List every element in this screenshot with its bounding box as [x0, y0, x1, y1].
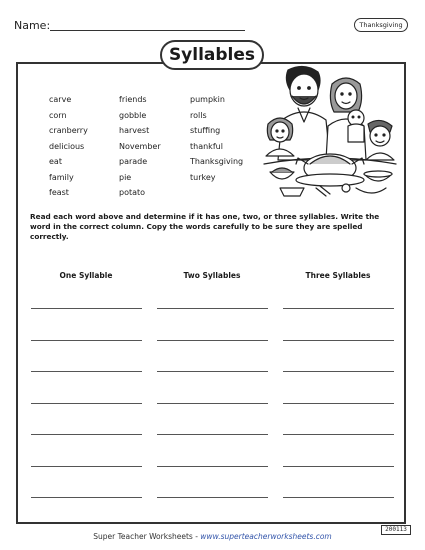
answer-line[interactable] [283, 371, 394, 372]
word-bank-item: stuffing [190, 126, 221, 135]
name-write-line[interactable] [50, 30, 245, 31]
word-bank-item: friends [119, 95, 147, 104]
family-dinner-illustration [260, 60, 400, 200]
word-bank-item: eat [49, 157, 62, 166]
answer-line[interactable] [31, 340, 142, 341]
word-bank-item: November [119, 141, 161, 151]
column-header-one-syllable: One Syllable [59, 271, 113, 280]
word-bank-item: delicious [49, 141, 85, 151]
answer-line[interactable] [157, 434, 268, 435]
footer-url[interactable]: www.superteacherworksheets.com [200, 532, 332, 541]
page-title: Syllables [160, 40, 264, 70]
name-label: Name: [14, 19, 51, 32]
word-bank-item: carve [49, 95, 72, 104]
column-header-two-syllables: Two Syllables [183, 271, 241, 280]
word-bank-item: parade [119, 157, 148, 166]
word-bank-item: rolls [190, 110, 207, 120]
answer-line[interactable] [283, 466, 394, 467]
answer-line[interactable] [157, 497, 268, 498]
word-bank-item: corn [49, 110, 67, 120]
answer-line[interactable] [283, 403, 394, 404]
topic-badge: Thanksgiving [354, 18, 408, 32]
answer-line[interactable] [157, 308, 268, 309]
instructions: Read each word above and determine if it has one, two, or three syllables. Write the word in the correct column. Copy the words carefully to be sure they are spelled correctly. [30, 212, 380, 241]
answer-line[interactable] [31, 497, 142, 498]
answer-line[interactable] [157, 340, 268, 341]
answer-line[interactable] [31, 403, 142, 404]
word-bank-item: feast [49, 188, 69, 197]
word-bank [35, 89, 255, 201]
answer-line[interactable] [157, 466, 268, 467]
answer-line[interactable] [31, 434, 142, 435]
word-bank-item: family [49, 172, 74, 182]
word-bank-item: pumpkin [190, 95, 225, 104]
word-bank-item: Thanksgiving [190, 157, 244, 166]
word-bank-item: pie [119, 172, 132, 182]
word-bank-item: harvest [119, 126, 150, 135]
word-bank-item: turkey [190, 172, 216, 182]
answer-line[interactable] [31, 371, 142, 372]
answer-line[interactable] [157, 403, 268, 404]
answer-line[interactable] [283, 308, 394, 309]
word-bank-item: potato [119, 188, 146, 197]
word-bank-item: cranberry [49, 126, 88, 135]
answer-line[interactable] [283, 434, 394, 435]
word-bank-item: gobble [119, 110, 147, 120]
answer-line[interactable] [157, 371, 268, 372]
footer-text: Super Teacher Worksheets - [93, 532, 201, 541]
answer-line[interactable] [283, 497, 394, 498]
column-header-three-syllables: Three Syllables [305, 271, 371, 280]
answer-line[interactable] [31, 466, 142, 467]
worksheet-code: 200113 [381, 525, 411, 535]
answer-line[interactable] [31, 308, 142, 309]
footer [0, 532, 425, 541]
word-bank-item: thankful [190, 141, 223, 151]
answer-line[interactable] [283, 340, 394, 341]
